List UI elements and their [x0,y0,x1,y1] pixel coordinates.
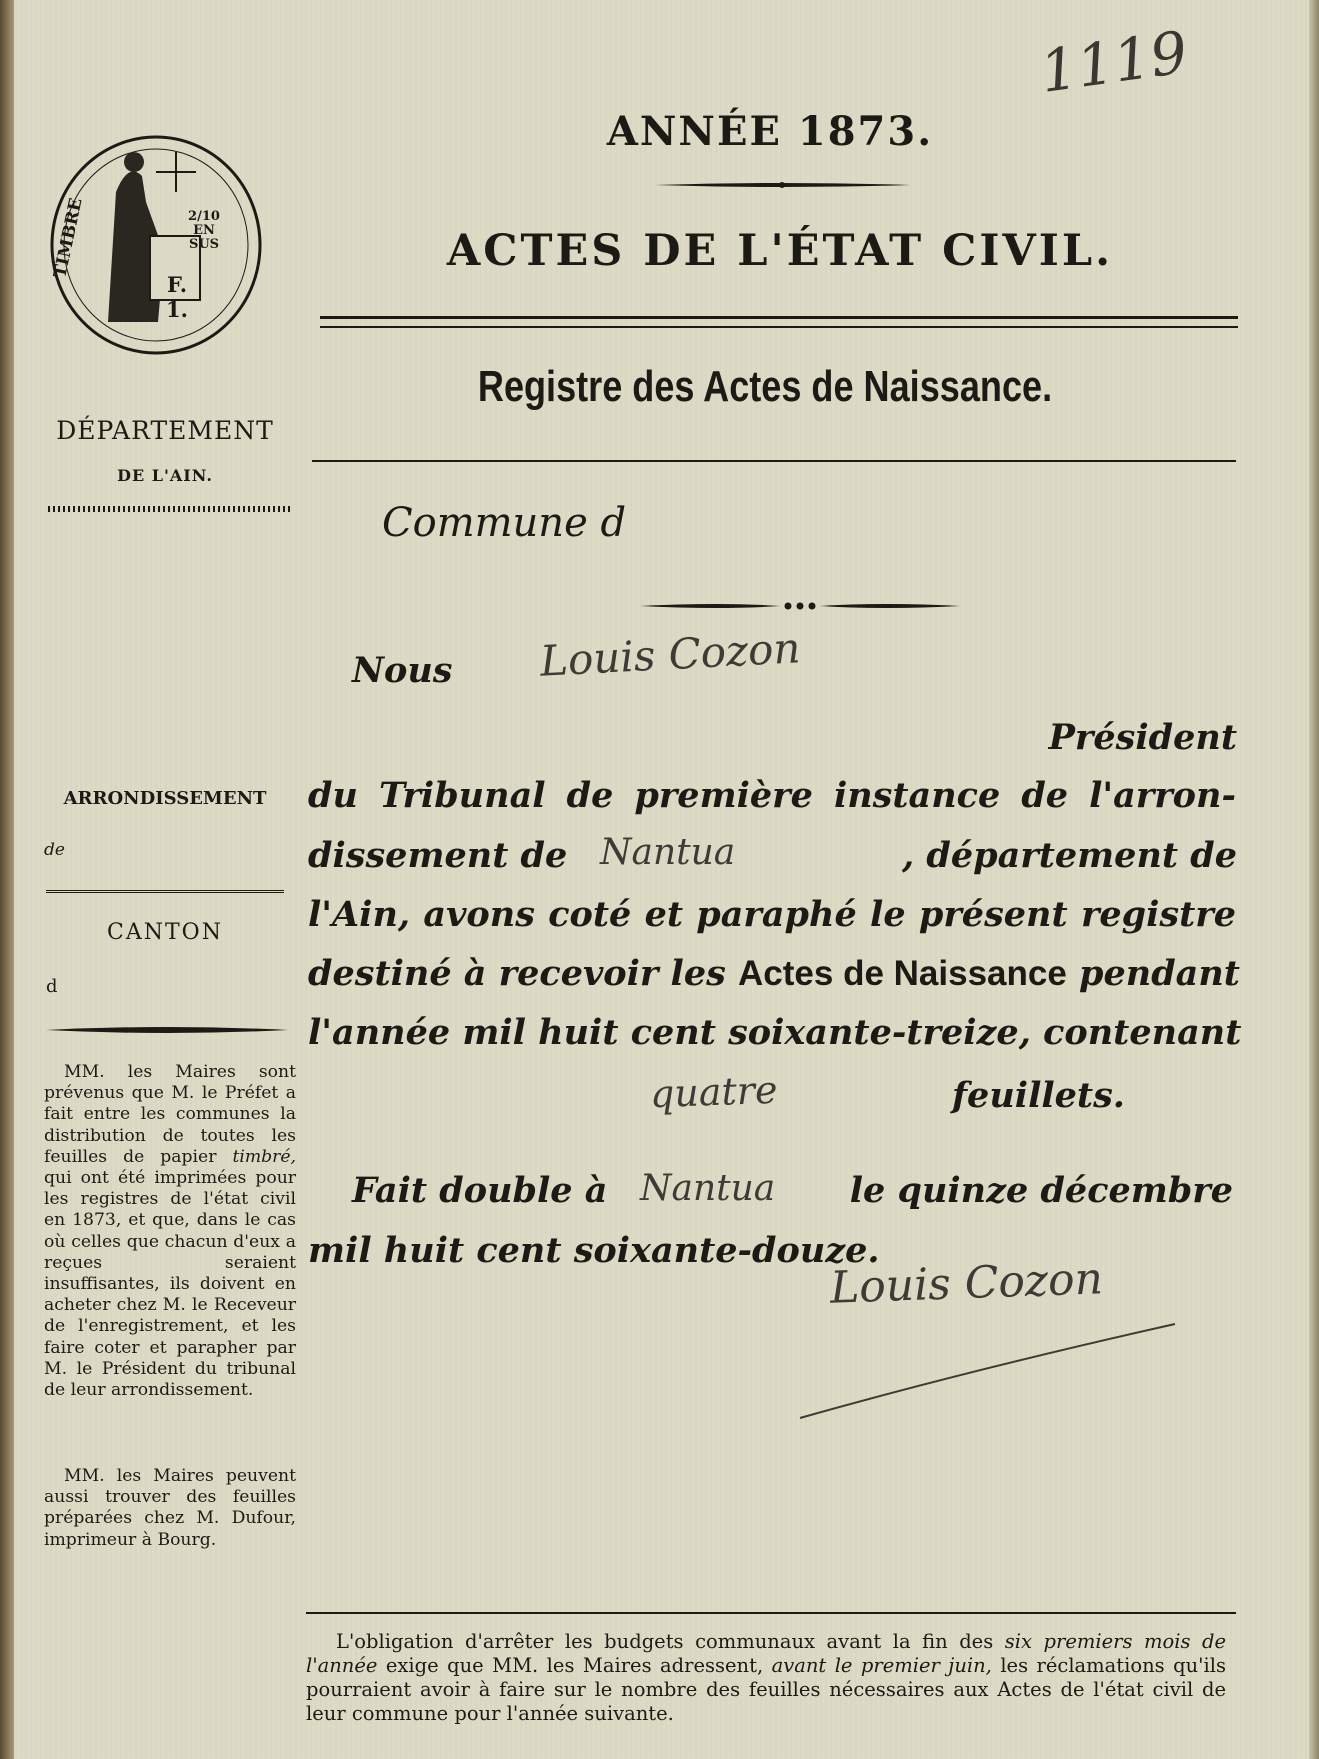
text-line-2b: , département de [902,835,1237,876]
text-segment: destiné à recevoir les [308,953,726,994]
text-segment-roman: Actes de Naissance [738,954,1067,993]
arrondissement-rule [46,890,284,897]
footer-text: les réclamations qu'ils pourraient avoir à faire sur le nombre des feuilles nécessaires aux Actes de l'état civil de leur commune pour l'année suivante. [306,1654,1226,1725]
ornament-divider [655,180,910,190]
president-word: Président [1048,717,1237,758]
text-line-1 [308,775,1236,816]
footer-rule [306,1612,1236,1614]
word: Tribunal [378,775,546,816]
canton-ornament [46,1024,288,1036]
word: instance [833,775,1001,816]
canton-prefix: d [46,976,58,997]
departement-label: DÉPARTEMENT [56,416,274,445]
text-line-2a: dissement de [308,835,568,876]
word: du [308,775,358,816]
stamp-ring-text: TIMBRE [50,196,87,280]
title-rule-top [320,316,1238,319]
word: l'arron- [1089,775,1236,816]
fait-label: Fait double à [352,1170,608,1211]
commune-label: Commune d [382,500,627,546]
fait-place: Nantua [640,1168,776,1209]
word: avons [423,894,535,935]
notice-emphasis: timbré, [232,1146,296,1167]
date-text: le quinze décembre [849,1170,1233,1211]
word: cent [630,1012,716,1053]
word: l'année [308,1012,451,1053]
sheet-count: quatre [649,1067,779,1117]
word: coté [548,894,632,935]
word: présent [918,894,1068,935]
arrondissement-label: ARRONDISSEMENT [63,788,267,809]
text-line-3 [308,894,1236,935]
word: le [870,894,906,935]
arrondissement-name: Nantua [600,832,736,873]
text-line-5 [308,1012,1242,1053]
word: mil [462,1012,526,1053]
tax-stamp [46,132,266,358]
word: de [1021,775,1069,816]
footer-emphasis: avant le premier juin, [771,1654,992,1677]
page-binding [0,0,14,1759]
text-line-4 [308,953,1240,994]
footer-text: exige que MM. les Maires adressent, [385,1654,764,1677]
word: registre [1080,894,1237,935]
word: l'Ain, [308,894,411,935]
stamp-surcharge: 2/10 EN SUS [188,209,220,252]
word: contenant [1043,1012,1242,1053]
register-rule [312,460,1236,462]
notice-dufour: MM. les Maires peuvent aussi trouver des feuilles préparées chez M. Dufour, imprimeur à Bourg. [44,1466,296,1550]
text-segment: pendant [1079,953,1240,994]
stamp-value: F. 1. [166,272,188,322]
notice-text-rest: qui ont été imprimées pour les registres de l'état civil en 1873, et que, dans le cas où celles que chacun d'eux a reçues seraient insuffisantes, ils doivent en acheter chez M. le Receveur de l'enregistrement, et les faire coter et parapher par M. le Président du tribunal de leur arrondissement. [44,1168,296,1401]
word: soixante-treize, [728,1012,1031,1053]
arrondissement-prefix: de [44,840,65,860]
year-title: ANNÉE 1873. [606,108,934,155]
departement-rule [48,506,293,512]
word: huit [538,1012,619,1053]
canton-label: CANTON [107,920,223,945]
word: de [566,775,614,816]
page-edge [1309,0,1319,1759]
nous-label: Nous [352,650,453,691]
signatory-name: Louis Cozon [538,623,802,686]
footer-emphasis: six premiers mois de l'année [306,1630,1227,1677]
ornament-divider-2 [640,600,960,612]
word: et [644,894,683,935]
footer-text: L'obligation d'arrêter les budgets communaux avant la fin des [336,1630,994,1653]
folio-number: 1119 [1035,18,1192,106]
word: première [634,775,813,816]
footer-notice [306,1630,1226,1726]
notice-text: MM. les Maires sont prévenus que M. le Préfet a fait entre les communes la distribution de toutes les feuilles de papier [44,1062,296,1167]
register-title: Registre des Actes de Naissance. [477,362,1053,411]
word: paraphé [696,894,857,935]
signature-flourish [790,1300,1190,1430]
feuillets-label: feuillets. [952,1075,1125,1116]
signature: Louis Cozon [829,1253,1104,1314]
date-line-2: mil huit cent soixante-douze. [308,1230,880,1271]
document-title: ACTES DE L'ÉTAT CIVIL. [446,226,1114,276]
departement-value: DE L'AIN. [117,466,213,485]
title-rule-bottom [320,326,1238,328]
notice-timbre [44,1062,296,1401]
